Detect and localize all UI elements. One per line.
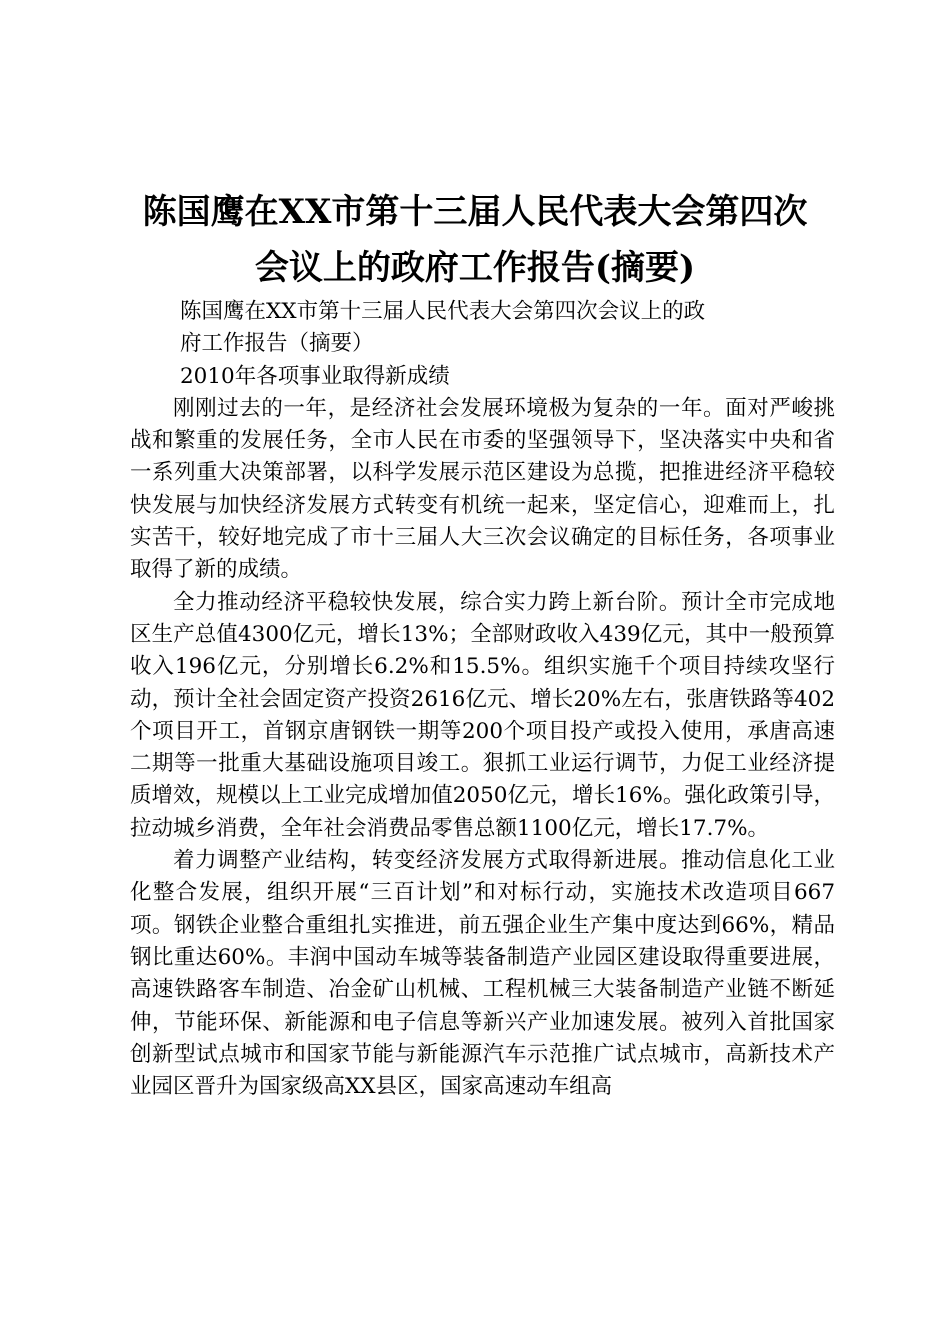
- subtitle-line-1: 陈国鹰在XX市第十三届人民代表大会第四次会议上的政: [180, 299, 706, 324]
- document-title-line-2: 会议上的政府工作报告(摘要): [254, 248, 696, 288]
- section-heading: 2010年各项事业取得新成绩: [180, 363, 450, 389]
- paragraph-3: 着力调整产业结构，转变经济发展方式取得新进展。推动信息化工业化整合发展，组织开展“三百计划”和对标行动，实施技术改造项目667项。钢铁企业整合重组扎实推进，前五强企业生产集中度达到66%，精品钢比重达60%。丰润中国动车城等装备制造产业园区建设取得重要进展，高速铁路客车制造、冶金矿山机械、工程机械三大装备制造产业链不断延伸，节能环保、新能源和电子信息等新兴产业加速发展。被列入首批国家创新型试点城市和国家节能与新能源汽车示范推广试点城市，高新技术产业园区晋升为国家级高XX县区，国家高速动车组高: [130, 848, 835, 1100]
- paragraph-1: 刚刚过去的一年，是经济社会发展环境极为复杂的一年。面对严峻挑战和繁重的发展任务，全市人民在市委的坚强领导下，坚决落实中央和省一系列重大决策部署，以科学发展示范区建设为总揽，把推进经济平稳较快发展与加快经济发展方式转变有机统一起来，坚定信心，迎难而上，扎实苦干，较好地完成了市十三届人大三次会议确定的目标任务，各项事业取得了新的成绩。: [130, 395, 835, 583]
- document-title-line-1: 陈国鹰在XX市第十三届人民代表大会第四次: [142, 192, 808, 232]
- paragraph-2: 全力推动经济平稳较快发展，综合实力跨上新台阶。预计全市完成地区生产总值4300亿元，增长13%；全部财政收入439亿元，其中一般预算收入196亿元，分别增长6.2%和15.5%。组织实施千个项目持续攻坚行动，预计全社会固定资产投资2616亿元、增长20%左右，张唐铁路等402个项目开工，首钢京唐钢铁一期等200个项目投产或投入使用，承唐高速二期等一批重大基础设施项目竣工。狠抓工业运行调节，力促工业经济提质增效，规模以上工业完成增加值2050亿元，增长16%。强化政策引导，拉动城乡消费，全年社会消费品零售总额1100亿元，增长17.7%。: [130, 589, 835, 841]
- document-subtitle: [130, 296, 835, 361]
- document-title: [0, 184, 950, 296]
- subtitle-line-2: 府工作报告（摘要）: [180, 331, 374, 357]
- document-body: [130, 296, 835, 1103]
